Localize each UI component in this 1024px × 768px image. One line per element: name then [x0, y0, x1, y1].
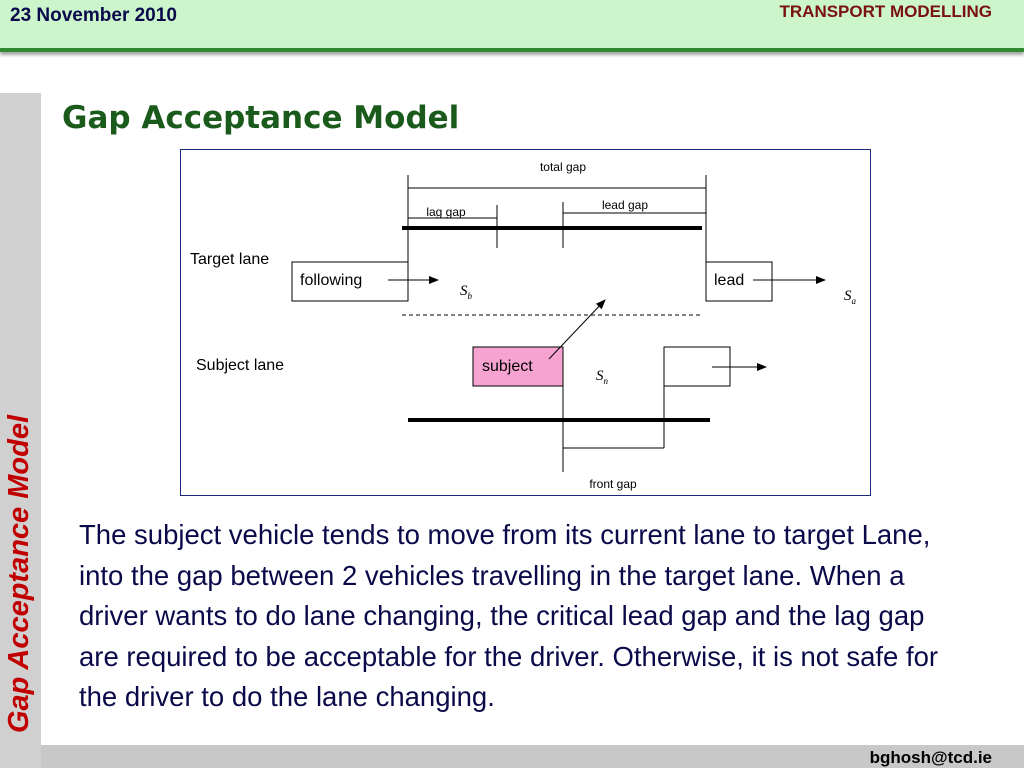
- s-b-symbol: $S_b$: [460, 283, 472, 301]
- diagram-canvas: [181, 150, 870, 495]
- lane-change-arrow: [549, 300, 605, 359]
- header-bar: [0, 0, 1024, 52]
- sidebar: [0, 93, 41, 768]
- subject-vehicle-label: subject: [482, 358, 533, 375]
- lag-gap-label: lag gap: [426, 205, 466, 219]
- sidebar-title: Gap Acceptance Model: [3, 414, 35, 733]
- slide-title: Gap Acceptance Model: [62, 100, 460, 136]
- target-lane-label: Target lane: [190, 251, 270, 268]
- lead-gap-label: lead gap: [601, 198, 649, 212]
- header-course-title: TRANSPORT MODELLING: [779, 2, 992, 21]
- front-gap-label: front gap: [589, 477, 637, 491]
- total-gap-label: total gap: [539, 160, 587, 174]
- footer-email: bghosh@tcd.ie: [869, 748, 992, 767]
- body-paragraph: The subject vehicle tends to move from its current lane to target Lane, into the gap between 2 vehicles travelling in the target lane. When a driver wants to do lane changing, the critical lead gap and the lag gap are required to be acceptable for the driver. Otherwise, it is not safe for the driver to do the lane changing.: [79, 519, 939, 712]
- following-vehicle-label: following: [300, 272, 363, 289]
- gap-acceptance-diagram: [180, 149, 871, 496]
- subject-lane-label: Subject lane: [196, 357, 285, 374]
- s-n-symbol: $S_n$: [596, 368, 608, 386]
- s-a-symbol: $S_a$: [844, 288, 856, 306]
- header-date: 23 November 2010: [10, 5, 177, 26]
- lead-vehicle-label: lead: [714, 272, 745, 289]
- footer-bar: [41, 745, 1024, 768]
